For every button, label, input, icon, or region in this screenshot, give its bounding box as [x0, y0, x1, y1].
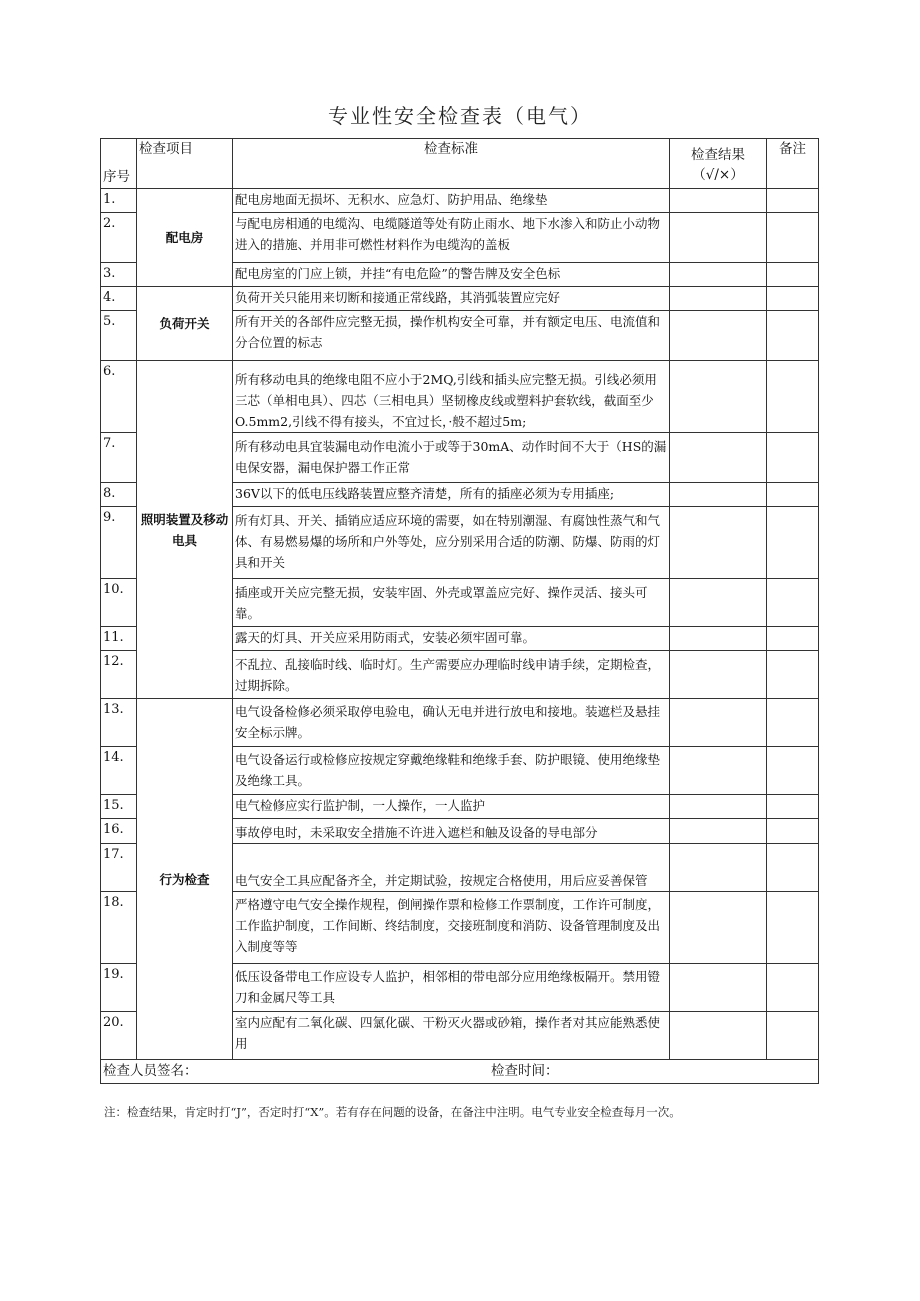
remark-cell[interactable]: [767, 651, 819, 699]
remark-cell[interactable]: [767, 361, 819, 433]
remark-cell[interactable]: [767, 747, 819, 795]
standard-cell: 严格遵守电气安全操作规程，倒闸操作票和检修工作票制度，工作许可制度，工作监护制度，工作间断、终结制度，交接班制度和消防、设备管理制度及出入制度等等: [233, 892, 670, 964]
header-result-label: 检查结果: [691, 147, 745, 163]
standard-cell: 所有移动电具宜装漏电动作电流小于或等于30mA、动作时间不大于（HS的漏电保安器，漏电保护器工作正常: [233, 433, 670, 483]
row-number: 6.: [101, 361, 137, 433]
category-cell: 行为检查: [137, 699, 233, 1060]
remark-cell[interactable]: [767, 892, 819, 964]
row-number: 7.: [101, 433, 137, 483]
result-cell[interactable]: [670, 213, 767, 263]
remark-cell[interactable]: [767, 699, 819, 747]
category-cell: 配电房: [137, 189, 233, 287]
remark-cell[interactable]: [767, 844, 819, 892]
remark-cell[interactable]: [767, 819, 819, 844]
header-result-mark: （√/×）: [692, 167, 744, 183]
result-cell[interactable]: [670, 964, 767, 1012]
result-cell[interactable]: [670, 433, 767, 483]
category-cell: 负荷开关: [137, 287, 233, 361]
header-seq: 序号: [101, 139, 137, 189]
standard-cell: 所有移动电具的绝缘电阻不应小于2MQ,引线和插头应完整无损。引线必须用三芯（单相电具）、四芯（三相电具）坚韧橡皮线或塑料护套软线，截面至少O.5mm2,引线不得有接头，不宜过长，·般不超过5m;: [233, 361, 670, 433]
row-number: 3.: [101, 263, 137, 287]
standard-cell: 电气设备运行或检修应按规定穿戴绝缘鞋和绝缘手套、防护眼镜、使用绝缘垫及绝缘工具。: [233, 747, 670, 795]
standard-cell: 不乱拉、乱接临时线、临时灯。生产需要应办理临时线申请手续，定期检查，过期拆除。: [233, 651, 670, 699]
remark-cell[interactable]: [767, 433, 819, 483]
remark-cell[interactable]: [767, 627, 819, 651]
standard-cell: 所有开关的各部件应完整无损，操作机构安全可靠，并有额定电压、电流值和分合位置的标志: [233, 311, 670, 361]
result-cell[interactable]: [670, 651, 767, 699]
result-cell[interactable]: [670, 1012, 767, 1060]
row-number: 8.: [101, 483, 137, 507]
standard-cell: 事故停电时，未采取安全措施不许进入遮栏和触及设备的导电部分: [233, 819, 670, 844]
result-cell[interactable]: [670, 483, 767, 507]
result-cell[interactable]: [670, 795, 767, 819]
inspector-signature-field[interactable]: 检查人员签名：: [103, 1063, 198, 1079]
remark-cell[interactable]: [767, 483, 819, 507]
table-row: [101, 287, 819, 311]
remark-cell[interactable]: [767, 579, 819, 627]
result-cell[interactable]: [670, 361, 767, 433]
standard-cell: 电气设备检修必须采取停电验电，确认无电并进行放电和接地。装遮栏及悬挂安全标示牌。: [233, 699, 670, 747]
inspection-time-field[interactable]: 检查时间：: [491, 1063, 559, 1079]
remark-cell[interactable]: [767, 189, 819, 213]
result-cell[interactable]: [670, 311, 767, 361]
remark-cell[interactable]: [767, 287, 819, 311]
row-number: 4.: [101, 287, 137, 311]
row-number: 5.: [101, 311, 137, 361]
inspection-table: [100, 138, 819, 1084]
result-cell[interactable]: [670, 892, 767, 964]
table-row: [101, 189, 819, 213]
table-header-row: [101, 139, 819, 189]
result-cell[interactable]: [670, 579, 767, 627]
result-cell[interactable]: [670, 627, 767, 651]
table-row: [101, 361, 819, 433]
result-cell[interactable]: [670, 747, 767, 795]
row-number: 18.: [101, 892, 137, 964]
standard-cell: 室内应配有二氧化碳、四氯化碳、干粉灭火器或砂箱，操作者对其应能熟悉使用: [233, 1012, 670, 1060]
row-number: 17.: [101, 844, 137, 892]
result-cell[interactable]: [670, 287, 767, 311]
standard-cell: 低压设备带电工作应设专人监护，相邻相的带电部分应用绝缘板隔开。禁用镫刀和金属尺等工具: [233, 964, 670, 1012]
result-cell[interactable]: [670, 263, 767, 287]
standard-cell: 与配电房相通的电缆沟、电缆隧道等处有防止雨水、地下水渗入和防止小动物进入的措施、并用非可燃性材料作为电缆沟的盖板: [233, 213, 670, 263]
remark-cell[interactable]: [767, 964, 819, 1012]
row-number: 2.: [101, 213, 137, 263]
row-number: 9.: [101, 507, 137, 579]
remark-cell[interactable]: [767, 311, 819, 361]
remark-cell[interactable]: [767, 213, 819, 263]
header-item: 检查项目: [137, 139, 233, 189]
standard-cell: 露天的灯具、开关应采用防雨式，安装必须牢固可靠。: [233, 627, 670, 651]
remark-cell[interactable]: [767, 795, 819, 819]
footnote: 注：检查结果，肯定时打“J”，否定时打“X”。若有存在问题的设备，在备注中注明。电气专业安全检查每月一次。: [104, 1105, 681, 1119]
result-cell[interactable]: [670, 819, 767, 844]
header-standard: 检查标准: [233, 139, 670, 189]
standard-cell: 配电房地面无损坏、无积水、应急灯、防护用品、绝缘垫: [233, 189, 670, 213]
signature-cell: [101, 1060, 819, 1084]
result-cell[interactable]: [670, 189, 767, 213]
row-number: 19.: [101, 964, 137, 1012]
header-result: [670, 139, 767, 189]
table-row: [101, 699, 819, 747]
row-number: 1.: [101, 189, 137, 213]
row-number: 10.: [101, 579, 137, 627]
row-number: 12.: [101, 651, 137, 699]
standard-cell: 所有灯具、开关、插销应适应环境的需要，如在特别潮湿、有腐蚀性蒸气和气体、有易燃易爆的场所和户外等处，应分别采用合适的防潮、防爆、防雨的灯具和开关: [233, 507, 670, 579]
row-number: 16.: [101, 819, 137, 844]
row-number: 15.: [101, 795, 137, 819]
signature-row: [101, 1060, 819, 1084]
standard-cell: 插座或开关应完整无损，安装牢固、外壳或罩盖应完好、操作灵活、接头可靠。: [233, 579, 670, 627]
standard-cell: 36V以下的低电压线路装置应整齐清楚，所有的插座必须为专用插座;: [233, 483, 670, 507]
row-number: 11.: [101, 627, 137, 651]
result-cell[interactable]: [670, 507, 767, 579]
category-cell: 照明装置及移动电具: [137, 361, 233, 699]
result-cell[interactable]: [670, 699, 767, 747]
page-title: 专业性安全检查表（电气）: [328, 104, 592, 128]
remark-cell[interactable]: [767, 507, 819, 579]
row-number: 13.: [101, 699, 137, 747]
standard-cell: 电气检修应实行监护制，一人操作，一人监护: [233, 795, 670, 819]
standard-cell: 电气安全工具应配备齐全，并定期试验，按规定合格使用，用后应妥善保管: [233, 844, 670, 892]
standard-cell: 负荷开关只能用来切断和接通正常线路，其消弧装置应完好: [233, 287, 670, 311]
row-number: 20.: [101, 1012, 137, 1060]
remark-cell[interactable]: [767, 1012, 819, 1060]
standard-cell: 配电房室的门应上锁，并挂“有电危险”的警告牌及安全色标: [233, 263, 670, 287]
result-cell[interactable]: [670, 844, 767, 892]
remark-cell[interactable]: [767, 263, 819, 287]
row-number: 14.: [101, 747, 137, 795]
header-remark: 备注: [767, 139, 819, 189]
